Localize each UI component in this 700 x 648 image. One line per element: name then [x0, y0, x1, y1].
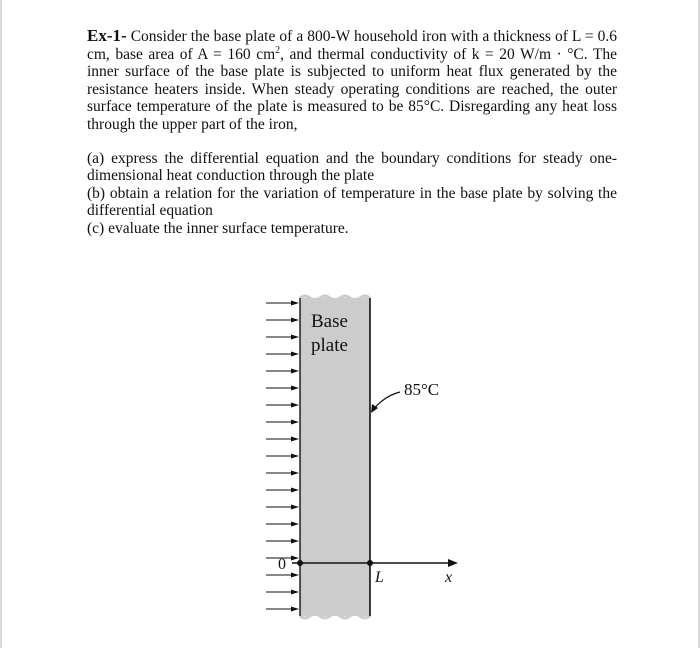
flux-arrow-head	[291, 335, 299, 340]
flux-arrow-head	[291, 301, 299, 306]
flux-arrow-head	[291, 386, 299, 391]
flux-arrow-head	[291, 607, 299, 612]
flux-arrow-head	[291, 352, 299, 357]
flux-arrow-head	[291, 539, 299, 544]
flux-arrow-head	[291, 318, 299, 323]
flux-arrow-head	[291, 437, 299, 442]
area-exponent: 2	[275, 44, 281, 56]
flux-arrow-head	[291, 369, 299, 374]
x-axis-arrowhead	[448, 559, 458, 567]
flux-arrow-head	[291, 471, 299, 476]
part-a: (a) express the differential equation and the boundary conditions for steady one-dimensional heat conduction through the plate	[87, 149, 617, 185]
flux-arrow-head	[291, 454, 299, 459]
problem-label: Ex-1-	[87, 26, 127, 45]
part-c: (c) evaluate the inner surface temperature.	[87, 219, 349, 237]
flux-arrow-head	[291, 403, 299, 408]
flux-arrow-head	[291, 505, 299, 510]
plate-label-line2: plate	[311, 335, 348, 356]
origin-dot	[297, 560, 303, 566]
temp-pointer-arrow	[373, 392, 400, 410]
thickness-label: L	[375, 569, 384, 586]
flux-arrow-head	[291, 573, 299, 578]
flux-arrow-head	[291, 590, 299, 595]
flux-arrow-head	[291, 522, 299, 527]
flux-arrow-head	[291, 420, 299, 425]
problem-text-part1: Consider the base plate of a 800-W household iron with a thickness of L = 0.6 cm, base area of A = 160 cm	[87, 28, 617, 63]
origin-label: 0	[278, 556, 286, 573]
thickness-dot	[367, 560, 373, 566]
surface-temp-label: 85°C	[404, 380, 440, 399]
plate-label-line1: Base	[311, 311, 348, 332]
part-b: (b) obtain a relation for the variation of temperature in the base plate by solving the differential equation	[87, 184, 617, 220]
axis-label: x	[445, 569, 453, 586]
problem-text-part2: , and thermal conductivity of k = 20 W/m · °C. The inner surface of the base plate is subjected to uniform heat flux generated by the resistance heaters inside. When steady operating conditions are reached, the outer surface temperature of the plate is measured to be 85°C. Disregarding any heat loss through the upper part of the iron,	[87, 45, 617, 133]
flux-arrow-head	[291, 488, 299, 493]
flux-arrow-head	[291, 556, 299, 561]
